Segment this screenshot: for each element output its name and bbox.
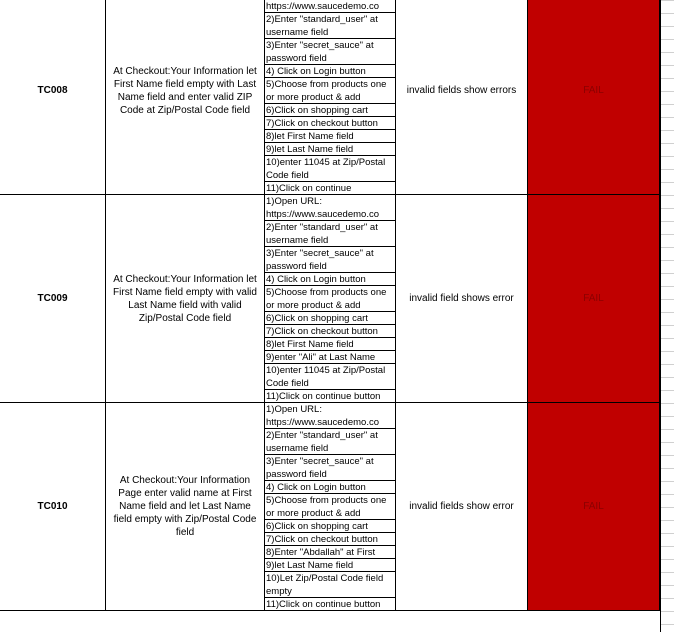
test-step[interactable]: 5)Choose from products one or more product & add — [265, 286, 395, 312]
expected-result[interactable]: invalid fields show errors — [396, 0, 528, 195]
status-cell-fail[interactable]: FAIL — [528, 403, 660, 611]
expected-result[interactable]: invalid fields show error — [396, 403, 528, 611]
status-cell-fail[interactable]: FAIL — [528, 195, 660, 403]
test-step[interactable]: 9)enter "Ali" at Last Name — [265, 351, 395, 364]
test-step[interactable]: 10)Let Zip/Postal Code field empty — [265, 572, 395, 598]
test-step[interactable]: 7)Click on checkout button — [265, 533, 395, 546]
test-steps[interactable] — [265, 0, 396, 195]
test-step[interactable]: 3)Enter "secret_sauce" at password field — [265, 39, 395, 65]
expected-result[interactable]: invalid field shows error — [396, 195, 528, 403]
test-step[interactable]: 6)Click on shopping cart — [265, 520, 395, 533]
test-step[interactable]: 7)Click on checkout button — [265, 325, 395, 338]
test-steps[interactable] — [265, 403, 396, 611]
test-case-id[interactable]: TC010 — [0, 403, 106, 611]
test-step[interactable]: 10)enter 11045 at Zip/Postal Code field — [265, 364, 395, 390]
test-step[interactable]: 1)Open URL: https://www.saucedemo.co — [265, 195, 395, 221]
test-step[interactable]: 5)Choose from products one or more product & add — [265, 78, 395, 104]
test-step[interactable]: 7)Click on checkout button — [265, 117, 395, 130]
test-step[interactable]: 1)Open URL: https://www.saucedemo.co — [265, 403, 395, 429]
test-step[interactable]: 4) Click on Login button — [265, 65, 395, 78]
test-step[interactable]: 4) Click on Login button — [265, 481, 395, 494]
test-step[interactable]: 11)Click on continue button — [265, 598, 395, 611]
test-case-description[interactable]: At Checkout:Your Information let First Name field empty with valid Last Name field with valid Zip/Postal Code field — [106, 195, 265, 403]
test-step[interactable]: 10)enter 11045 at Zip/Postal Code field — [265, 156, 395, 182]
test-step[interactable]: 3)Enter "secret_sauce" at password field — [265, 455, 395, 481]
test-step[interactable]: 11)Click on continue — [265, 182, 395, 195]
test-step[interactable]: 4) Click on Login button — [265, 273, 395, 286]
test-steps[interactable] — [265, 195, 396, 403]
test-case-description[interactable]: At Checkout:Your Information Page enter valid name at First Name field and let Last Name field empty with Zip/Postal Code field — [106, 403, 265, 611]
test-case-id[interactable]: TC008 — [0, 0, 106, 195]
test-case-id[interactable]: TC009 — [0, 195, 106, 403]
test-step[interactable]: https://www.saucedemo.co — [265, 0, 395, 13]
test-step[interactable]: 3)Enter "secret_sauce" at password field — [265, 247, 395, 273]
test-step[interactable]: 6)Click on shopping cart — [265, 312, 395, 325]
empty-column[interactable] — [660, 0, 674, 632]
test-step[interactable]: 5)Choose from products one or more product & add — [265, 494, 395, 520]
test-step[interactable]: 6)Click on shopping cart — [265, 104, 395, 117]
test-step[interactable]: 8)let First Name field — [265, 130, 395, 143]
test-step[interactable]: 8)let First Name field — [265, 338, 395, 351]
status-cell-fail[interactable]: FAIL — [528, 0, 660, 195]
test-step[interactable]: 2)Enter "standard_user" at username field — [265, 221, 395, 247]
test-step[interactable]: 9)let Last Name field — [265, 559, 395, 572]
test-step[interactable]: 2)Enter "standard_user" at username field — [265, 429, 395, 455]
test-case-description[interactable]: At Checkout:Your Information let First Name field empty with Last Name field and enter valid ZIP Code at Zip/Postal Code field — [106, 0, 265, 195]
test-step[interactable]: 2)Enter "standard_user" at username field — [265, 13, 395, 39]
test-step[interactable]: 11)Click on continue button — [265, 390, 395, 403]
test-step[interactable]: 8)Enter "Abdallah" at First — [265, 546, 395, 559]
test-step[interactable]: 9)let Last Name field — [265, 143, 395, 156]
